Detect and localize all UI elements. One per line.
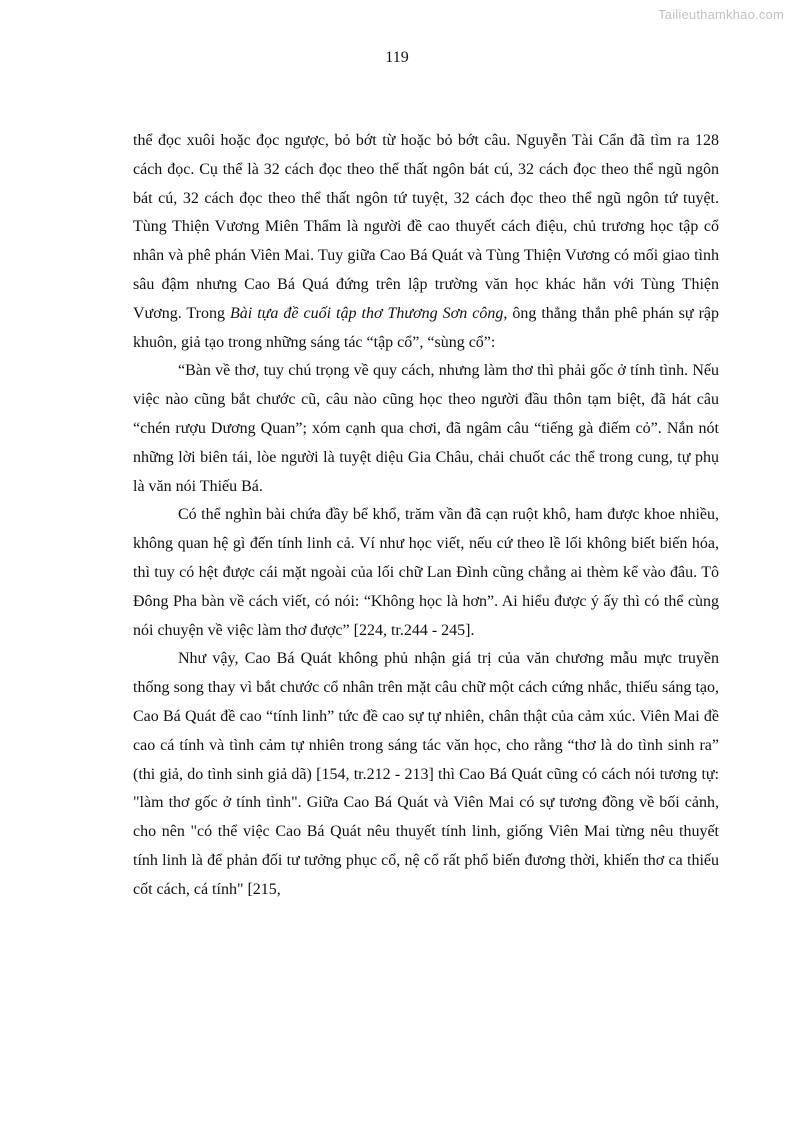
watermark: Tailieuthamkhao.com bbox=[658, 7, 784, 22]
body-text bbox=[133, 127, 719, 905]
paragraph-1-text-b: , ông thẳng thắn phê phán sự rập khuôn, giả tạo trong những sáng tác “tập cổ”, “sùng cổ”: bbox=[133, 304, 720, 351]
paragraph-3-quote: Có thể nghìn bài chứa đầy bể khổ, trăm vần đã cạn ruột khô, ham được khoe nhiều, không quan hệ gì đến tính linh cả. Ví như học viết, nếu cứ theo lề lối không biết biến hóa, thì tuy có hệt được cái mặt ngoài của lối chữ Lan Đình cũng chẳng ai thèm kể vào đâu. Tô Đông Pha bàn về cách viết, có nói: “Không học là hơn”. Ai hiểu được ý ấy thì có thể cùng nói chuyện về việc làm thơ được” [224, tr.244 - 245]. bbox=[133, 506, 719, 639]
paragraph-4: Như vậy, Cao Bá Quát không phủ nhận giá trị của văn chương mẫu mực truyền thống song thay vì bắt chước cổ nhân trên mặt câu chữ một cách cứng nhắc, thiếu sáng tạo, Cao Bá Quát đề cao “tính linh” tức đề cao sự tự nhiên, chân thật của cảm xúc. Viên Mai đề cao cá tính và tình cảm tự nhiên trong sáng tác văn học, cho rằng “thơ là do tình sinh ra” (thi giả, do tình sinh giả dã) [154, tr.212 - 213] thì Cao Bá Quát cũng có cách nói tương tự: "làm thơ gốc ở tính tình". Giữa Cao Bá Quát và Viên Mai có sự tương đồng về bối cảnh, cho nên "có thể việc Cao Bá Quát nêu thuyết tính linh, giống Viên Mai từng nêu thuyết tính linh là để phản đối tư tưởng phục cổ, nệ cổ rất phổ biến đương thời, khiến thơ ca thiếu cốt cách, cá tính" [215, bbox=[133, 650, 719, 898]
work-title: Bài tựa đề cuối tập thơ Thương Sơn công bbox=[229, 304, 504, 322]
paragraph-1 bbox=[133, 127, 719, 357]
paragraph-2-quote: “Bàn về thơ, tuy chú trọng về quy cách, nhưng làm thơ thì phải gốc ở tính tình. Nếu việc nào cũng bắt chước cũ, câu nào cũng học theo người đầu thôn tạm biệt, đã hát câu “chén rượu Dương Quan”; xóm cạnh qua chơi, đã ngâm câu “tiếng gà điếm cỏ”. Nắn nót những lời biên tái, lòe người là tuyệt diệu Gia Châu, chải chuốt các thể trong cung, tự phụ là văn nói Thiếu Bá. bbox=[133, 362, 719, 495]
page-number: 119 bbox=[385, 49, 409, 66]
paragraph-1-text-a: thể đọc xuôi hoặc đọc ngược, bỏ bớt từ hoặc bỏ bớt câu. Nguyễn Tài Cẩn đã tìm ra 128 cách đọc. Cụ thể là 32 cách đọc theo thể thất ngôn bát cú, 32 cách đọc theo thể ngũ ngôn bát cú, 32 cách đọc theo thể thất ngôn tứ tuyệt, 32 cách đọc theo thể ngũ ngôn tứ tuyệt. Tùng Thiện Vương Miên Thẩm là người đề cao thuyết cách điệu, chủ trương học tập cổ nhân và phê phán Viên Mai. Tuy giữa Cao Bá Quát và Tùng Thiện Vương có mối giao tình sâu đậm nhưng Cao Bá Quá đứng trên lập trường văn học khác hẳn với Tùng Thiện Vương. Trong bbox=[133, 132, 719, 322]
